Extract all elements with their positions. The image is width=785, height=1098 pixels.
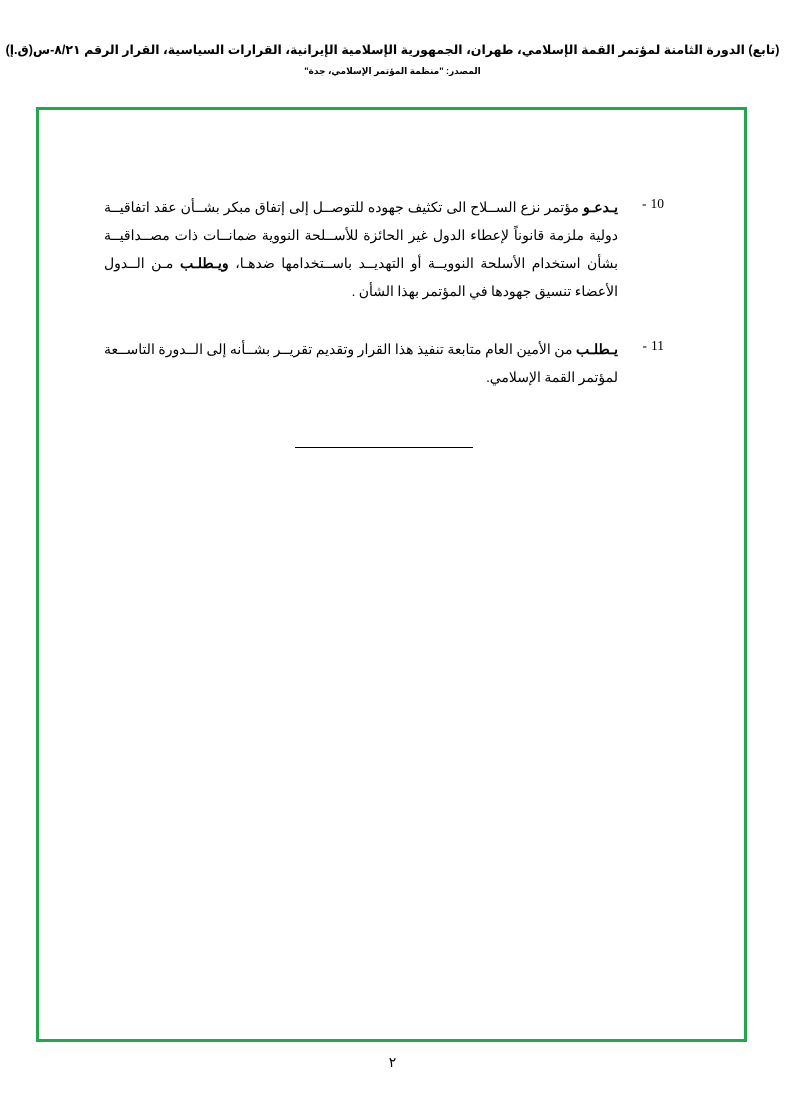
green-border-frame <box>36 107 747 1042</box>
clause-item <box>104 337 664 393</box>
horizontal-rule <box>295 447 473 448</box>
clause-dash: - <box>642 338 647 353</box>
document-body <box>104 195 664 453</box>
clause-lead-term: يـطلـب <box>576 343 618 358</box>
page-footer <box>0 1055 785 1072</box>
clause-main-text: من الأمين العام متابعة تنفيذ هذا القرار وتقديم تقريــر بشــأنه إلى الــدورة التاســعة لمؤتمر القمة الإسلامي. <box>104 343 618 386</box>
page-number: ٢ <box>388 1056 397 1071</box>
section-separator <box>104 435 664 453</box>
header-title: (تابع) الدورة الثامنة لمؤتمر القمة الإسلامي، طهران، الجمهورية الإسلامية الإيرانية، القرارات السياسية، القرار الرقم ٨/٢١-س(ق.إ) <box>5 43 780 57</box>
clause-emphasis-term: ويـطلـب <box>179 257 229 272</box>
clause-lead-term: يـدعـو <box>582 201 618 216</box>
clause-marker <box>618 195 664 307</box>
page-header <box>0 42 785 77</box>
clause-text <box>104 337 618 393</box>
clause-dash: - <box>642 196 647 211</box>
header-source: المصدر: "منظمة المؤتمر الإسلامي، جدة" <box>304 66 481 76</box>
clause-text <box>104 195 618 307</box>
clause-number: 10 <box>650 196 664 211</box>
clause-item <box>104 195 664 307</box>
clause-trailing-text: مـن الــدول الأعضاء تنسيق جهودها في المؤتمر بهذا الشأن . <box>104 257 618 300</box>
clause-number: 11 <box>651 338 664 353</box>
clause-marker <box>618 337 664 393</box>
clause-main-text: مؤتمر نزع الســلاح الى تكثيف جهوده للتوصــل إلى إتفاق مبكر بشــأن عقد اتفاقيــة دولية ملزمة قانوناً لإعطاء الدول غير الحائزة للأســلحة النووية ضمانــات ذات مصــداقيــة بشأن استخدام الأسلحة النوويــة أو التهديــد باســتخدامها ضدهـا، <box>104 201 618 272</box>
